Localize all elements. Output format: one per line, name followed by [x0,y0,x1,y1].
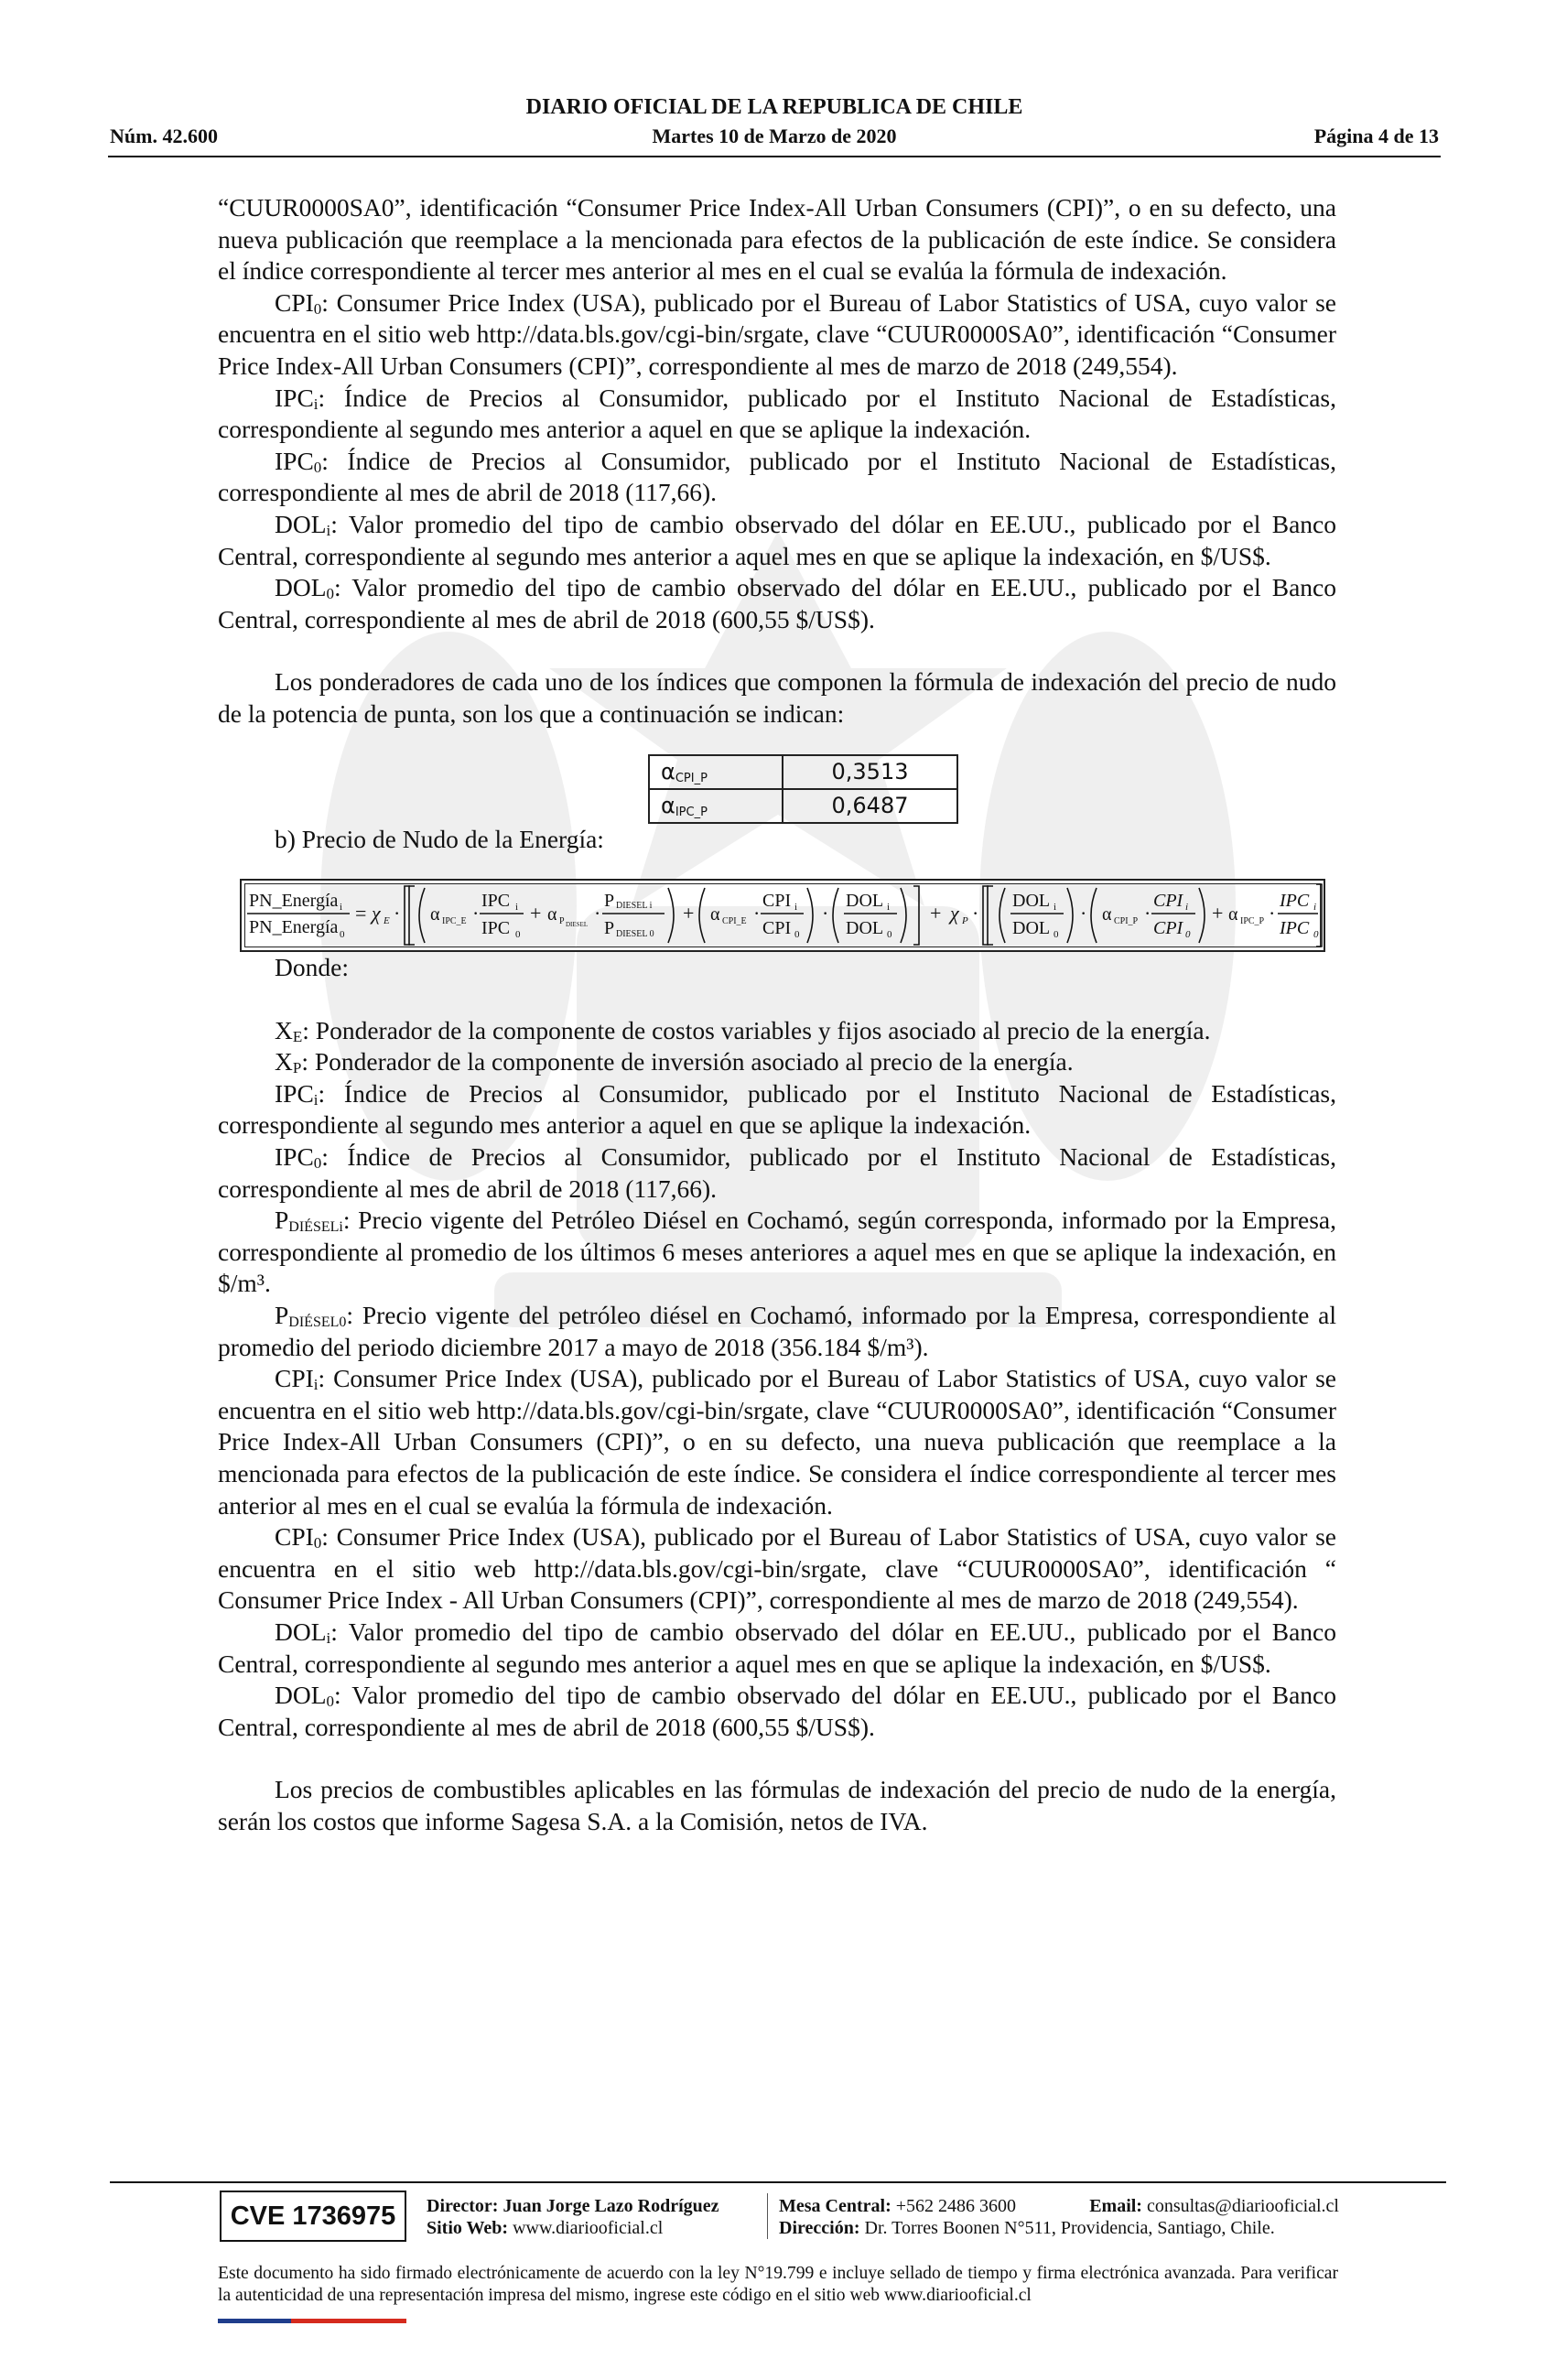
svg-text:0: 0 [340,929,345,941]
svg-text:·: · [394,902,401,925]
svg-text:0: 0 [1185,929,1191,941]
def-xe: $X_E$: Ponderador de la componente de costos variables y fijos asociado al precio de la energía. [275,1015,1211,1045]
footer-divider [110,2181,1446,2183]
alpha-value: 0,3513 [783,755,957,789]
svg-text:CPI_E: CPI_E [722,916,747,927]
svg-text:α: α [430,904,440,925]
svg-text:+: + [930,902,942,925]
document-body [218,192,1336,1838]
svg-text:DIESEL 0: DIESEL 0 [616,929,654,940]
def-dol0-b: $DOL_0$: Valor promedio del tipo de cambio observado del dólar en EE.UU., publicado por el Banco Central, correspondiente al mes de abril de 2018 (600,55 $/US$). [218,1681,1336,1741]
svg-text:DOL: DOL [846,891,884,912]
paragraph-cpi-cont: “CUUR0000SA0”, identificación “Consumer Price Index-All Urban Consumers (CPI)”, o en su defecto, una nueva publicación que reemplace a la mencionada para efectos de la publicación de este índice. Se considera el índice correspondiente al tercer mes anterior al mes en el cual se evalúa la fórmula de indexación. [218,193,1336,286]
issue-number: Núm. 42.600 [110,124,218,147]
svg-text:IPC: IPC [1280,918,1310,939]
def-pdiesel0: $P_{DIÉSEL0}$: Precio vigente del petróleo diésel en Cochamó, informado por la Empresa, correspondiente al promedio del periodo diciembre 2017 a mayo de 2018 (356.184 $/m³). [218,1301,1336,1361]
svg-text:DOL: DOL [846,918,884,939]
table-row [649,755,957,789]
svg-text:0: 0 [1054,929,1059,941]
svg-text:·: · [822,902,829,925]
svg-text:·: · [1080,902,1087,925]
svg-text:P: P [559,916,565,927]
svg-text:i: i [887,902,891,914]
svg-text:i: i [1054,902,1057,914]
svg-text:IPC_E: IPC_E [442,916,467,927]
flag-bar-blue [218,2319,291,2323]
svg-text:IPC: IPC [1280,891,1310,912]
alpha-label: $\alpha_{IPC\_P}$ [649,789,783,823]
svg-text:P: P [604,918,615,939]
header-divider [108,156,1441,157]
alpha-coefficients-table [648,754,958,824]
svg-text:CPI_P: CPI_P [1114,916,1139,927]
energy-indexation-formula [240,879,1325,952]
paragraph-ponderadores: Los ponderadores de cada uno de los índices que componen la fórmula de indexación del precio de nudo de la potencia de punta, son los que a continuación se indican: [218,667,1336,728]
footer-contact-block: Mesa Central: +562 2486 3600 Email: consultas@diariooficial.cl Dirección: Dr. Torres Boonen N°511, Providencia, Santiago, Chile. [779,2196,1339,2238]
donde-label: Donde: [275,953,349,982]
svg-text:·: · [1144,902,1151,925]
svg-text:+: + [1212,902,1224,925]
footer-director-block: Director: Juan Jorge Lazo Rodríguez Sitio Web: www.diariooficial.cl [427,2196,719,2238]
svg-text:CPI: CPI [762,891,792,912]
svg-text:DIESEL i: DIESEL i [616,901,653,912]
def-ipc0-b: $IPC_0$: Índice de Precios al Consumidor, publicado por el Instituto Nacional de Estadísticas, correspondiente al mes de abril de 2018 (117,66). [218,1142,1336,1203]
section-b-title: b) Precio de Nudo de la Energía: [275,824,604,853]
svg-text:0: 0 [794,929,800,941]
svg-text:α: α [1228,904,1238,925]
issue-date: Martes 10 de Marzo de 2020 [652,124,897,147]
def-cpi0: $CPI_0$: Consumer Price Index (USA), publicado por el Bureau of Labor Statistics of USA, cuyo valor se encuentra en el sitio web http://data.bls.gov/cgi-bin/srgate, clave “CUUR0000SA0”, identificación “Consumer Price Index-All Urban Consumers (CPI)”, correspondiente al mes de marzo de 2018 (249,554). [218,287,1336,380]
page-header [110,92,1439,156]
svg-text:0: 0 [1313,929,1319,941]
svg-text:P: P [962,915,968,927]
publication-title: DIARIO OFICIAL DE LA REPUBLICA DE CHILE [525,95,1023,119]
svg-text:P: P [604,891,615,912]
def-ipc0: $IPC_0$: Índice de Precios al Consumidor, publicado por el Instituto Nacional de Estadísticas, correspondiente al mes de abril de 2018 (117,66). [218,446,1336,507]
svg-text:IPC_P: IPC_P [1240,916,1265,927]
svg-text:α: α [710,904,720,925]
svg-text:E: E [384,915,390,927]
svg-text:0: 0 [515,929,521,941]
footer-separator [767,2193,768,2239]
def-xp: $X_P$: Ponderador de la componente de inversión asociado al precio de la energía. [275,1047,1074,1077]
svg-text:CPI: CPI [762,918,792,939]
svg-text:CPI: CPI [1153,918,1183,939]
svg-text:·: · [594,902,601,925]
svg-text:i: i [515,902,519,914]
website-link[interactable]: www.diariooficial.cl [513,2218,664,2238]
email-link[interactable]: consultas@diariooficial.cl [1146,2196,1339,2216]
svg-text:=: = [355,902,367,925]
svg-text:i: i [1313,902,1317,914]
def-cpi0-b: $CPI_0$: Consumer Price Index (USA), publicado por el Bureau of Labor Statistics of USA, cuyo valor se encuentra en el sitio web http://data.bls.gov/cgi-bin/srgate, clave “CUUR0000SA0”, identificación “ Consumer Price Index - All Urban Consumers (CPI)”, correspondiente al mes de marzo de 2018 (249,554). [218,1522,1336,1615]
svg-text:χ: χ [372,902,381,925]
alpha-label: $\alpha_{CPI\_P}$ [649,755,783,789]
svg-text:+: + [530,902,542,925]
svg-text:·: · [1269,902,1276,925]
cve-code: CVE 1736975 [220,2191,406,2242]
svg-text:DOL: DOL [1012,891,1051,912]
svg-text:IPC: IPC [481,918,511,939]
director-name: Juan Jorge Lazo Rodríguez [502,2196,719,2216]
def-ipci: $IPC_i$: Índice de Precios al Consumidor, publicado por el Instituto Nacional de Estadísticas, correspondiente al segundo mes anterior a aquel en que se aplique la indexación. [218,383,1336,444]
legal-notice: Este documento ha sido firmado electrónicamente de acuerdo con la ley N°19.799 e incluye sellado de tiempo y firma electrónica avanzada. Para verificar la autenticidad de una representación impresa del mismo, ingrese este código en el sitio web www.diariooficial.cl [218,2264,1338,2305]
address: Dr. Torres Boonen N°511, Providencia, Santiago, Chile. [864,2218,1275,2238]
svg-text:·: · [753,902,761,925]
svg-text:PN_Energía: PN_Energía [249,891,339,912]
svg-text:i: i [340,902,343,914]
svg-text:0: 0 [887,929,892,941]
def-pdieseli: $P_{DIÉSELi}$: Precio vigente del Petróleo Diésel en Cochamó, según corresponda, informado por la Empresa, correspondiente al promedio de los últimos 6 meses anteriores a aquel mes en que se aplique la indexación, en $/m³. [218,1206,1336,1298]
svg-text:i: i [1185,902,1189,914]
phone-number: +562 2486 3600 [895,2196,1017,2216]
svg-text:i: i [794,902,798,914]
svg-text:DIESEL: DIESEL [566,921,589,929]
def-doli-b: $DOL_i$: Valor promedio del tipo de cambio observado del dólar en EE.UU., publicado por el Banco Central, correspondiente al segundo mes anterior a aquel mes en que se aplique la indexación, en $/US$. [218,1617,1336,1678]
svg-text:IPC: IPC [481,891,511,912]
flag-bar-red [291,2319,406,2323]
svg-text:·: · [972,902,979,925]
def-dol0: $DOL_0$: Valor promedio del tipo de cambio observado del dólar en EE.UU., publicado por el Banco Central, correspondiente al mes de abril de 2018 (600,55 $/US$). [218,573,1336,633]
page-number: Página 4 de 13 [1313,124,1439,147]
svg-text:χ: χ [950,902,959,925]
svg-text:α: α [1102,904,1112,925]
svg-text:·: · [472,902,480,925]
svg-text:+: + [683,902,695,925]
def-ipci-b: $IPC_i$: Índice de Precios al Consumidor, publicado por el Instituto Nacional de Estadísticas, correspondiente al segundo mes anterior a aquel en que se aplique la indexación. [218,1078,1336,1140]
table-row [649,789,957,823]
paragraph-closing: Los precios de combustibles aplicables en las fórmulas de indexación del precio de nudo de la energía, serán los costos que informe Sagesa S.A. a la Comisión, netos de IVA. [218,1775,1336,1835]
def-doli: $DOL_i$: Valor promedio del tipo de cambio observado del dólar en EE.UU., publicado por el Banco Central, correspondiente al segundo mes anterior a aquel mes en que se aplique la indexación, en $/US$. [218,509,1336,570]
alpha-value: 0,6487 [783,789,957,823]
svg-text:DOL: DOL [1012,918,1051,939]
svg-text:CPI: CPI [1153,891,1183,912]
def-cpii: $CPI_i$: Consumer Price Index (USA), publicado por el Bureau of Labor Statistics of USA, cuyo valor se encuentra en el sitio web http://data.bls.gov/cgi-bin/srgate, clave “CUUR0000SA0”, identificación “Consumer Price Index-All Urban Consumers (CPI)”, o en su defecto, una nueva publicación que reemplace a la mencionada para efectos de la publicación de este índice. Se considera el índice correspondiente al tercer mes anterior al mes en el cual se evalúa la fórmula de indexación. [218,1364,1336,1520]
svg-text:α: α [547,904,557,925]
svg-text:PN_Energía: PN_Energía [249,917,339,938]
